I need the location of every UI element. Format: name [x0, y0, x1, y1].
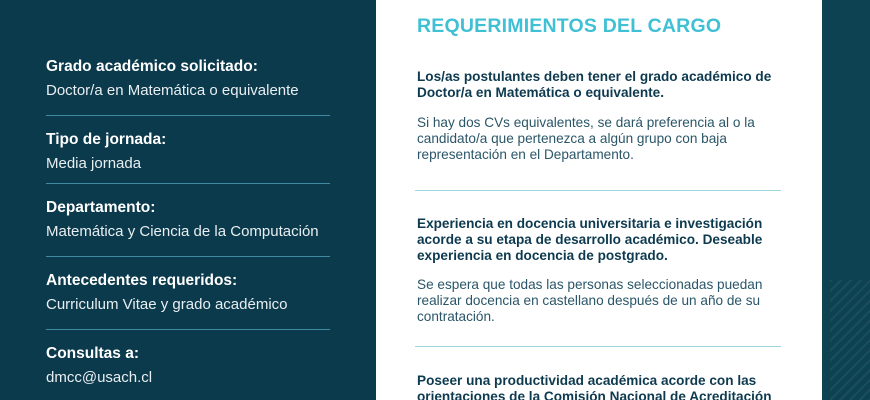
- requirement-heading: Los/as postulantes deben tener el grado académico de Doctor/a en Matemática o equivalente.: [417, 69, 772, 100]
- info-value: Doctor/a en Matemática o equivalente: [46, 82, 299, 99]
- divider: [46, 329, 330, 330]
- info-label: Tipo de jornada:: [46, 131, 167, 148]
- info-required-documents: [46, 272, 330, 314]
- requirement-detail: Si hay dos CVs equivalentes, se dará preferencia al o la candidato/a que pertenezca a algún grupo con baja representación en el Departamento.: [417, 115, 755, 162]
- info-value: Curriculum Vitae y grado académico: [46, 296, 288, 313]
- divider: [415, 190, 781, 191]
- info-contact: [46, 345, 330, 387]
- requirement-item: [417, 216, 789, 325]
- requirement-item: [417, 69, 789, 163]
- info-value: Media jornada: [46, 155, 142, 172]
- divider: [46, 115, 330, 116]
- job-info-panel: [0, 0, 376, 400]
- info-value: Matemática y Ciencia de la Computación: [46, 223, 319, 240]
- info-label: Departamento:: [46, 199, 156, 216]
- info-label: Consultas a:: [46, 345, 140, 362]
- requirement-detail: Se espera que todas las personas seleccionadas puedan realizar docencia en castellano después de un año de su contratación.: [417, 277, 763, 324]
- section-title: REQUERIMIENTOS DEL CARGO: [417, 15, 722, 37]
- divider: [415, 346, 781, 347]
- divider: [46, 256, 330, 257]
- decorative-stripes: [830, 280, 870, 400]
- divider: [46, 183, 330, 184]
- requirement-heading: Poseer una productividad académica acorde con las orientaciones de la Comisión Nacional de Acreditación: [417, 373, 772, 400]
- contact-email[interactable]: dmcc@usach.cl: [46, 369, 153, 386]
- info-academic-degree: [46, 58, 330, 100]
- info-department: [46, 199, 330, 241]
- requirement-item: [417, 373, 789, 400]
- requirements-panel: [376, 0, 822, 400]
- info-work-schedule: [46, 131, 330, 173]
- requirement-heading: Experiencia en docencia universitaria e investigación acorde a su etapa de desarrollo académico. Deseable experiencia en docencia de postgrado.: [417, 216, 763, 263]
- info-label: Grado académico solicitado:: [46, 58, 258, 75]
- info-label: Antecedentes requeridos:: [46, 272, 238, 289]
